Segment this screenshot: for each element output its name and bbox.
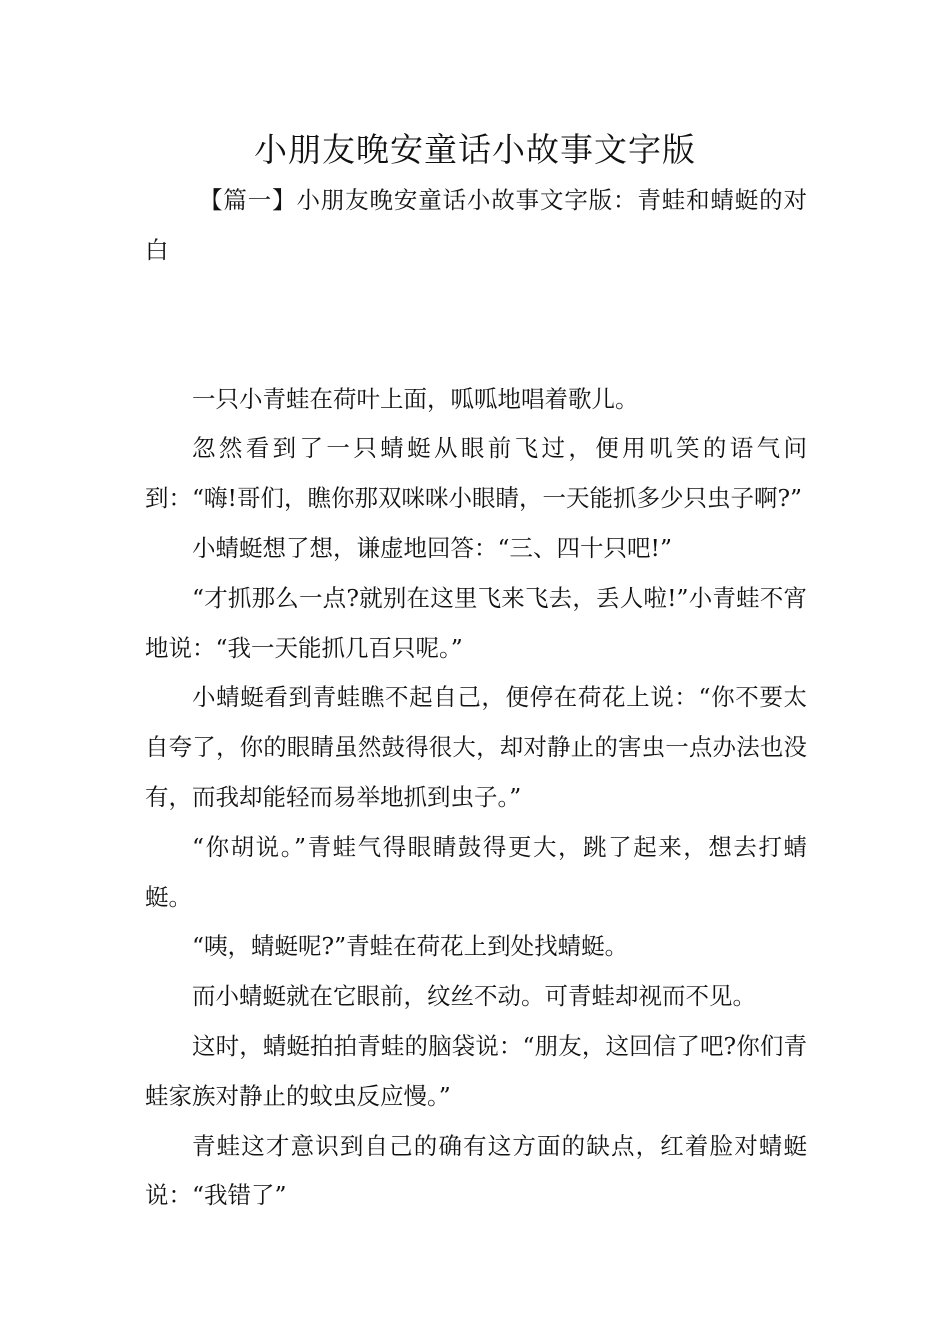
paragraph-3: 小蜻蜓想了想，谦虚地回答：“三、四十只吧!” — [192, 533, 672, 562]
document-title: 小朋友晚安童话小故事文字版 — [254, 130, 696, 169]
paragraph-5: 小蜻蜓看到青蛙瞧不起自己，便停在荷花上说：“你不要太自夸了，你的眼睛虽然鼓得很大，却对静止的害虫一点办法也没有，而我却能轻而易举地抓到虫子。” — [145, 683, 807, 811]
paragraph-6: “你胡说。”青蛙气得眼睛鼓得更大，跳了起来，想去打蜻蜓。 — [145, 832, 807, 911]
paragraph-1: 一只小青蛙在荷叶上面，呱呱地唱着歌儿。 — [192, 384, 639, 413]
paragraph-2: 忽然看到了一只蜻蜓从眼前飞过，便用叽笑的语气问到：“嗨!哥们，瞧你那双咪咪小眼睛，一天能抓多少只虫子啊?” — [145, 434, 807, 513]
paragraph-9: 这时，蜻蜓拍拍青蛙的脑袋说：“朋友，这回信了吧?你们青蛙家族对静止的蚊虫反应慢。” — [145, 1031, 807, 1110]
paragraph-7: “咦，蜻蜓呢?”青蛙在荷花上到处找蜻蜓。 — [192, 932, 629, 961]
section-heading: 【篇一】小朋友晚安童话小故事文字版：青蛙和蜻蜓的对白 — [145, 186, 807, 264]
paragraph-4: “才抓那么一点?就别在这里飞来飞去，丢人啦!”小青蛙不宵地说：“我一天能抓几百只呢。” — [145, 583, 807, 662]
paragraph-8: 而小蜻蜓就在它眼前，纹丝不动。可青蛙却视而不见。 — [192, 982, 756, 1011]
paragraph-10: 青蛙这才意识到自己的确有这方面的缺点，红着脸对蜻蜓说：“我错了” — [145, 1131, 807, 1210]
document-body — [145, 176, 807, 1221]
blank-space — [145, 276, 807, 375]
